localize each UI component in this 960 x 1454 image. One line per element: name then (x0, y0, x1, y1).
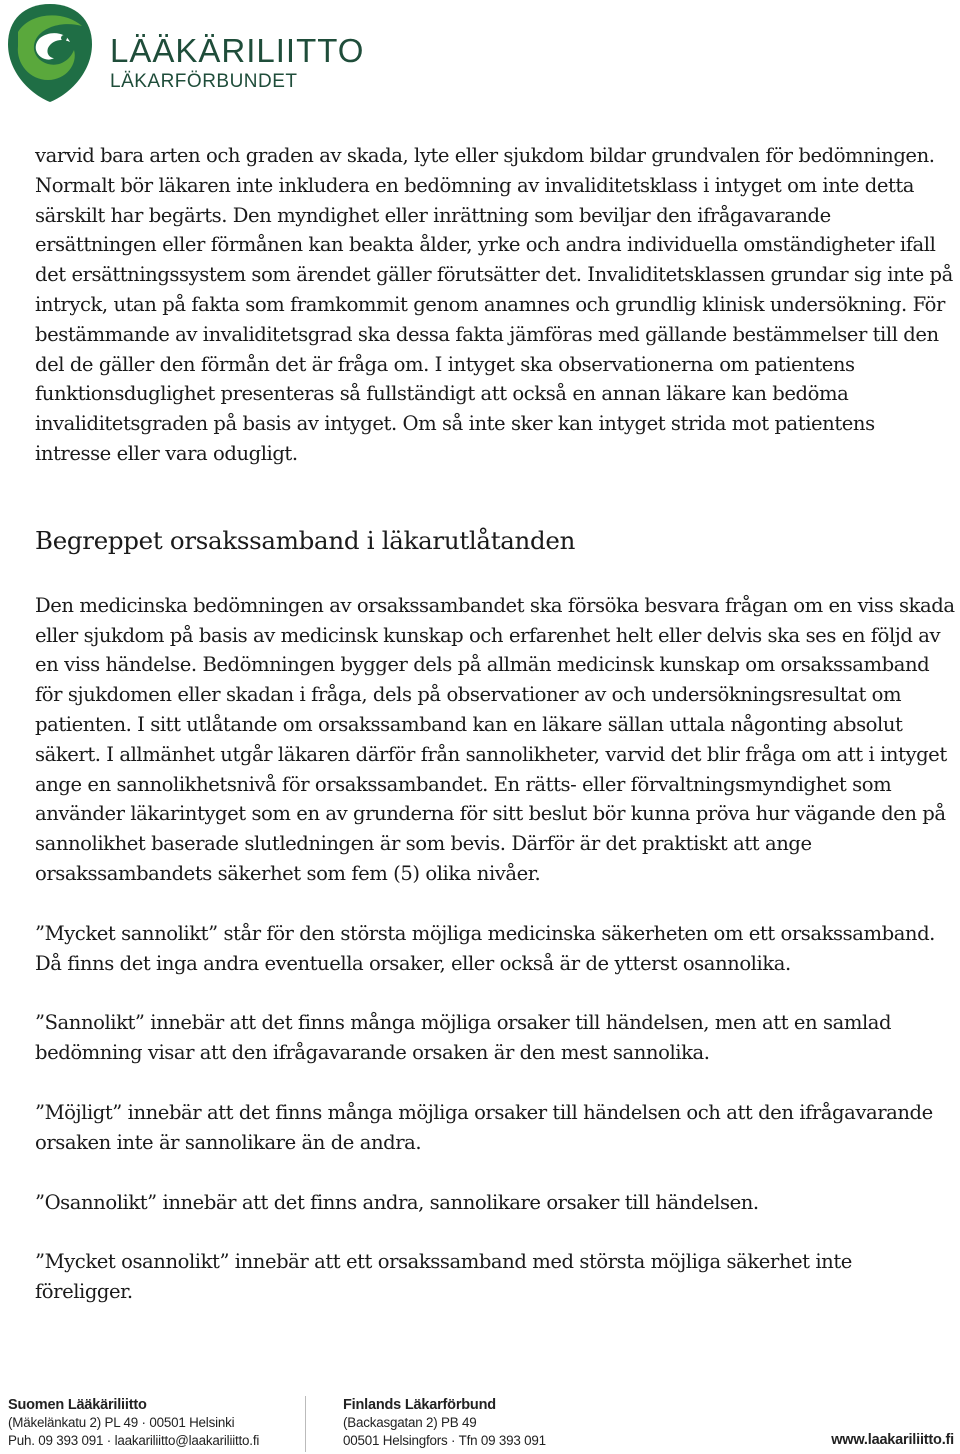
paragraph-mojligt: ”Möjligt” innebär att det finns många möjliga orsaker till händelsen och att den ifrågavarande orsaken inte är sannolikare än de andra. (35, 1100, 933, 1154)
footer-org-swedish: Finlands Läkarförbund (343, 1397, 496, 1413)
paragraph-sannolikt: ”Sannolikt” innebär att det finns många möjliga orsaker till händelsen, men att en samlad bedömning visar att den ifrågavarande orsaken är den mest sannolika. (35, 1011, 892, 1065)
footer-address-swedish: (Backasgatan 2) PB 49 (343, 1415, 477, 1430)
paragraph-mycket-osannolikt: ”Mycket osannolikt” innebär att ett orsakssamband med största möjliga säkerhet inte föreligger. (35, 1250, 852, 1304)
page-header (0, 0, 960, 110)
intro-paragraph: varvid bara arten och graden av skada, lyte eller sjukdom bildar grundvalen för bedömningen. Normalt bör läkaren inte inkludera en bedömning av invaliditetsklass i intyget om inte detta särskilt har begärts. Den myndighet eller inrättning som beviljar den ifrågavarande ersättningen eller förmånen kan beakta ålder, yrke och andra individuella omständigheter ifall det ersättningssystem som ärendet gäller förutsätter det. Invaliditetsklassen grundar sig inte på intryck, utan på fakta som framkommit genom anamnes och grundlig klinisk undersökning. För bestämmande av invaliditetsgrad ska dessa fakta jämföras med gällande bestämmelser till den del de gäller den förmån det är fråga om. I intyget ska observationerna om patientens funktionsduglighet presenteras så fullständigt att också en annan läkare kan bedöma invaliditetsgraden på basis av intyget. Om så inte sker kan intyget strida mot patientens intresse eller vara odugligt. (35, 144, 953, 465)
section-heading: Begreppet orsakssamband i läkarutlåtanden (35, 525, 576, 555)
logo-title: LÄÄKÄRILIITTO (110, 32, 365, 69)
footer-contact-swedish: 00501 Helsingfors · Tfn 09 393 091 (343, 1433, 546, 1448)
footer-swedish-contact (343, 1396, 546, 1450)
paragraph-osannolikt: ”Osannolikt” innebär att det finns andra, sannolikare orsaker till händelsen. (35, 1190, 759, 1214)
paragraph-mycket-sannolikt: ”Mycket sannolikt” står för den största möjliga medicinska säkerheten om ett orsakssamband. Då finns det inga andra eventuella orsaker, eller också är de ytterst osannolika. (35, 921, 935, 975)
logo-wordmark (110, 34, 364, 94)
paragraph-orsakssamband: Den medicinska bedömningen av orsakssambandet ska försöka besvara frågan om en viss skada eller sjukdom på basis av medicinsk kunskap och erfarenhet helt eller delvis ska ses en följd av en viss händelse. Bedömningen bygger dels på allmän medicinsk kunskap om orsakssamband för sjukdomen eller skadan i fråga, dels på observationer av och undersökningsresultat om patienten. I sitt utlåtande om orsakssamband kan en läkare sällan uttala någonting absolut säkert. I allmänhet utgår läkaren därför från sannolikheter, varvid det blir fråga om att i intyget ange en sannolikhetsnivå för orsakssambandet. En rätts- eller förvaltningsmyndighet som använder läkarintyget som en av grunderna för sitt beslut bör kunna pröva hur vägande den på sannolikhet baserade slutledningen är som bevis. Därför är det praktiskt att ange orsakssambandets säkerhet som fem (5) olika nivåer. (35, 593, 955, 885)
footer-finnish-contact (8, 1396, 259, 1450)
logo-subtitle: LÄKARFÖRBUNDET (110, 71, 298, 92)
laakariliitto-logo-icon (4, 2, 96, 104)
document-body (35, 141, 955, 1337)
page-footer (0, 1390, 960, 1454)
footer-contact-finnish: Puh. 09 393 091 · laakariliitto@laakariliitto.fi (8, 1433, 260, 1448)
footer-address-finnish: (Mäkelänkatu 2) PL 49 · 00501 Helsinki (8, 1415, 235, 1430)
footer-website-link[interactable]: www.laakariliitto.fi (831, 1432, 954, 1448)
footer-divider (305, 1396, 306, 1452)
footer-org-finnish: Suomen Lääkäriliitto (8, 1397, 147, 1413)
